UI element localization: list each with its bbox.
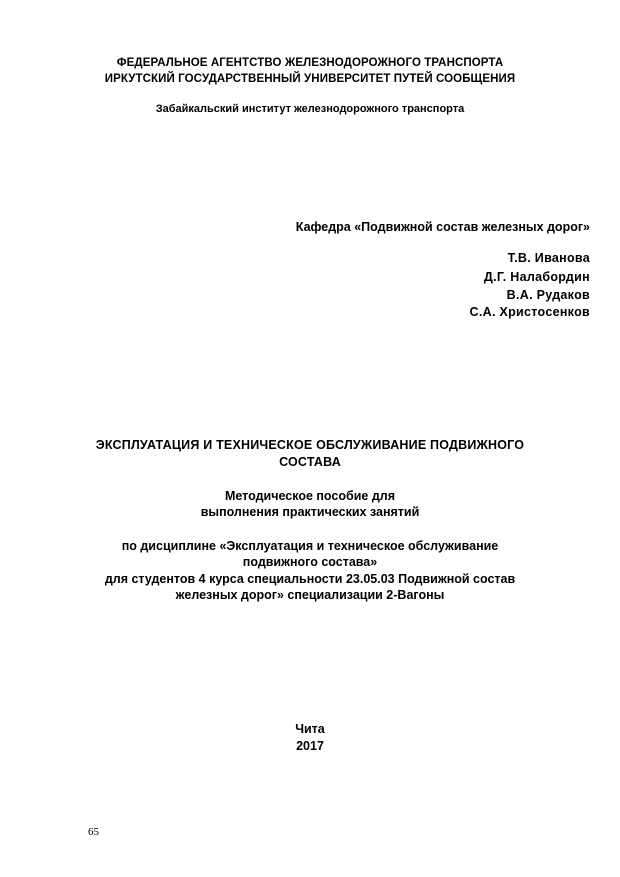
document-title-line-1: ЭКСПЛУАТАЦИЯ И ТЕХНИЧЕСКОЕ ОБСЛУЖИВАНИЕ ПОДВИЖНОГО — [95, 438, 525, 452]
university-name: ИРКУТСКИЙ ГОСУДАРСТВЕННЫЙ УНИВЕРСИТЕТ ПУТЕЙ СООБЩЕНИЯ — [104, 73, 516, 85]
author-2: Д.Г. Налабордин — [483, 270, 590, 284]
discipline-line-3: для студентов 4 курса специальности 23.05.03 Подвижной состав — [104, 572, 516, 586]
agency-name: ФЕДЕРАЛЬНОЕ АГЕНТСТВО ЖЕЛЕЗНОДОРОЖНОГО ТРАНСПОРТА — [116, 57, 504, 69]
document-title-line-2: СОСТАВА — [279, 455, 341, 469]
discipline-line-2: подвижного состава» — [242, 555, 378, 569]
year: 2017 — [296, 739, 324, 753]
discipline-line-4: железных дорог» специализации 2-Вагоны — [175, 588, 445, 602]
author-1: Т.В. Иванова — [507, 251, 590, 265]
subtitle-line-1: Методическое пособие для — [224, 489, 395, 503]
page-number: 65 — [88, 826, 99, 838]
department-name: Кафедра «Подвижной состав железных дорог» — [295, 220, 590, 234]
subtitle-line-2: выполнения практических занятий — [200, 505, 420, 519]
city: Чита — [295, 722, 325, 736]
author-4: С.А. Христосенков — [469, 305, 590, 319]
institute-name: Забайкальский институт железнодорожного транспорта — [155, 103, 465, 115]
author-3: В.А. Рудаков — [506, 288, 590, 302]
discipline-line-1: по дисциплине «Эксплуатация и техническое обслуживание — [121, 539, 499, 553]
